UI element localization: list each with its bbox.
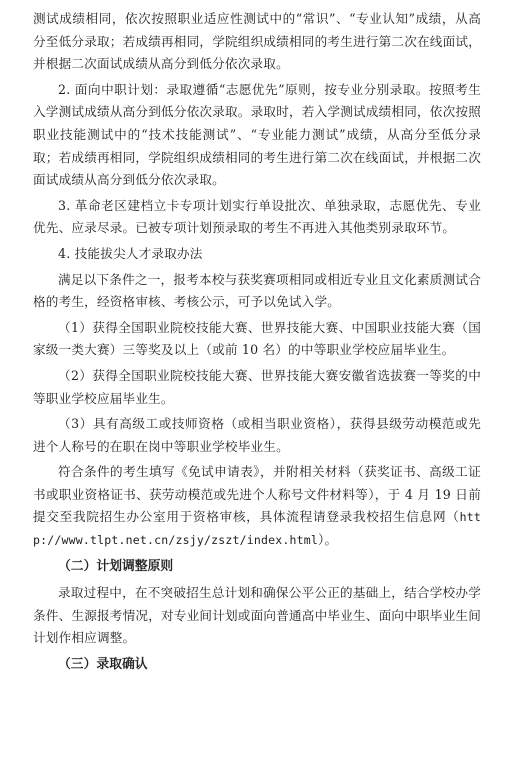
- section-heading-plan-adjustment: （二）计划调整原则: [58, 558, 174, 574]
- section-heading-admission-confirmation: （三）录取确认: [58, 657, 148, 673]
- application-text: 符合条件的考生填写《免试申请表》，并附相关材料（获奖证书、高级工证书或职业资格证书、获劳动模范或先进个人称号文件材料等），于 4 月 19 日前提交至我院招生办公室用于资格审核，具体流程请登录我校招生信息网（: [33, 464, 481, 525]
- paragraph-special-plan: 3. 革命老区建档立卡专项计划实行单设批次、单独录取，志愿优先、专业优先、应录尽录。已被专项计划预录取的考生不再进入其他类别录取环节。: [33, 197, 481, 236]
- paragraph-condition-2: （2）获得全国职业院校技能大赛、世界技能大赛安徽省选拔赛一等奖的中等职业学校应届毕业生。: [33, 367, 481, 406]
- application-text-end: ）。: [317, 532, 338, 548]
- paragraph-application-process: [33, 461, 481, 551]
- paragraph-condition-1: （1）获得全国职业院校技能大赛、世界技能大赛、中国职业技能大赛（国家级一类大赛）三等奖及以上（或前 10 名）的中等职业学校应届毕业生。: [33, 319, 481, 358]
- paragraph-skill-talent-heading: 4. 技能拔尖人才录取办法: [58, 245, 203, 261]
- paragraph-exemption-conditions: 满足以下条件之一，报考本校与获奖赛项相同或相近专业且文化素质测试合格的考生，经资格审核、考核公示，可予以免试入学。: [33, 271, 481, 310]
- admissions-website-link[interactable]: http://www.tlpt.net.cn/zsjy/zszt/index.html: [33, 510, 481, 548]
- document-page: [33, 8, 481, 681]
- paragraph-condition-3: （3）具有高级工或技师资格（或相当职业资格），获得县级劳动模范或先进个人称号的在职在岗中等职业学校毕业生。: [33, 416, 481, 454]
- paragraph-tie-break-rule: 测试成绩相同，依次按照职业适应性测试中的“常识”、“专业认知”成绩，从高分至低分录取；若成绩再相同，学院组织成绩相同的考生进行第二次在线面试，并根据二次面试成绩从高分到低分依次录取。: [33, 11, 481, 72]
- paragraph-plan-adjustment: 录取过程中，在不突破招生总计划和确保公平公正的基础上，结合学校办学条件、生源报考情况，对专业间计划或面向普通高中毕业生、面向中职毕业生间计划作相应调整。: [33, 585, 481, 646]
- paragraph-vocational-plan: 2. 面向中职计划：录取遵循“志愿优先”原则，按专业分别录取。按照考生入学测试成绩从高分到低分依次录取。录取时，若入学测试成绩相同，依次按照职业技能测试中的“技术技能测试”、“专业能力测试”成绩，从高分至低分录取；若成绩再相同，学院组织成绩相同的考生进行第二次在线面试，并根据二次面试成绩从高分到低分依次录取。: [33, 81, 481, 188]
